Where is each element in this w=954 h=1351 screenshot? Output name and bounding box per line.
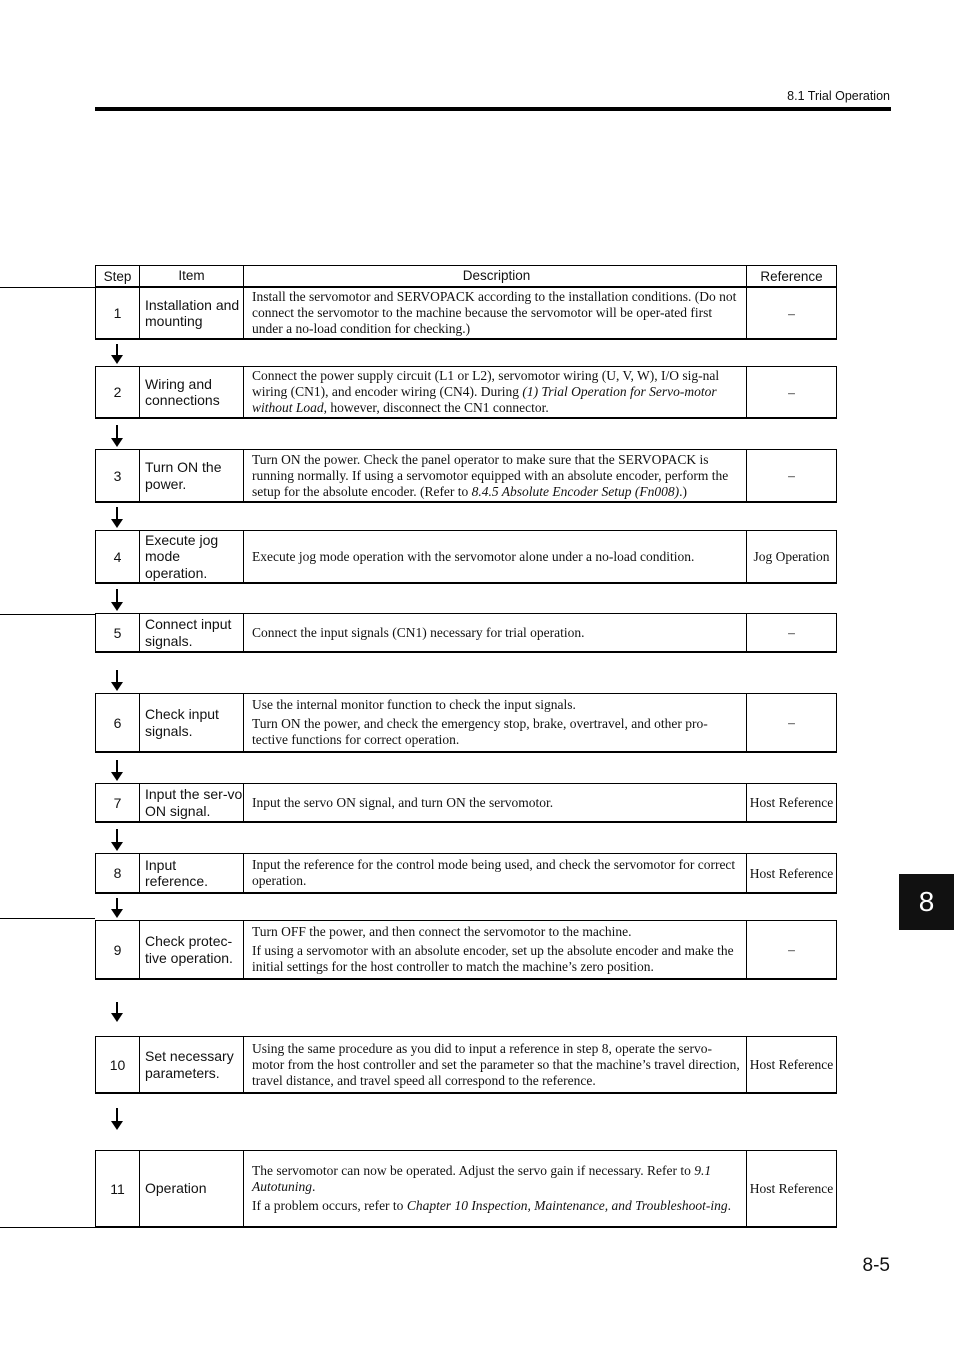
description-text: . bbox=[312, 1179, 316, 1194]
step-description bbox=[244, 1151, 747, 1226]
column-header-step: Step bbox=[96, 266, 140, 286]
description-text: If a problem occurs, refer to bbox=[252, 1198, 407, 1213]
margin-rule bbox=[0, 287, 95, 288]
column-header-item: Item bbox=[140, 266, 244, 286]
margin-rule bbox=[0, 1227, 95, 1228]
flow-arrow-down-icon bbox=[111, 1002, 123, 1022]
description-paragraph bbox=[252, 452, 741, 500]
reference-citation: Chapter 10 Inspection, Maintenance, and Troubleshoot-ing bbox=[406, 1198, 728, 1213]
description-text: The servomotor can now be operated. Adjust the servo gain if necessary. Refer to bbox=[252, 1163, 695, 1178]
step-description bbox=[244, 1037, 747, 1092]
flow-arrow-down-icon bbox=[111, 344, 123, 364]
step-reference: Host Reference bbox=[749, 865, 834, 881]
table-header-row bbox=[95, 265, 837, 287]
flow-arrow-down-icon bbox=[111, 589, 123, 611]
description-paragraph bbox=[252, 1163, 741, 1195]
step-description bbox=[244, 367, 747, 417]
description-text: Connect the power supply circuit (L1 or L2), servomotor wiring (U, V, W), I/O sig-nal wiring (CN1), and encoder wiring (CN4). During bbox=[252, 368, 720, 399]
step-item: Wiring and connections bbox=[140, 367, 244, 417]
description-paragraph bbox=[252, 795, 553, 811]
description-text: , however, disconnect the CN1 connector. bbox=[323, 400, 549, 415]
table-row bbox=[95, 530, 837, 584]
step-description bbox=[244, 854, 747, 892]
step-number: 8 bbox=[96, 854, 140, 892]
step-number: 3 bbox=[96, 450, 140, 501]
column-header-description: Description bbox=[244, 266, 747, 286]
step-number: 4 bbox=[96, 531, 140, 582]
step-item: Check input signals. bbox=[140, 694, 244, 751]
chapter-tab: 8 bbox=[899, 874, 954, 930]
step-item: Set necessary parameters. bbox=[140, 1037, 244, 1092]
step-description bbox=[244, 531, 747, 582]
step-number: 6 bbox=[96, 694, 140, 751]
step-item: Input reference. bbox=[140, 854, 244, 892]
description-text: Install the servomotor and SERVOPACK according to the installation conditions. (Do not connect the servomotor to the machine because the servomotor will be oper-ated first under a no-load condition for checking.) bbox=[252, 289, 737, 336]
description-text: Use the internal monitor function to check the input signals. bbox=[252, 697, 576, 712]
step-reference: Jog Operation bbox=[753, 549, 830, 564]
table-row bbox=[95, 920, 837, 980]
description-text: .) bbox=[679, 483, 688, 499]
table-row bbox=[95, 853, 837, 894]
description-paragraph bbox=[252, 368, 741, 416]
description-text: Turn ON the power. Check the panel operator to make sure that the SERVOPACK is running normally. If using a servomotor equipped with an absolute encoder, perform the setup for the absolute encoder. (Refer to bbox=[252, 451, 729, 499]
reference-citation: 8.4.5 Absolute Encoder Setup (Fn008) bbox=[471, 483, 680, 499]
table-row bbox=[95, 693, 837, 753]
step-number: 2 bbox=[96, 367, 140, 417]
step-description bbox=[244, 921, 747, 978]
description-paragraph bbox=[252, 924, 741, 940]
description-text: Input the reference for the control mode being used, and check the servomotor for correct operation. bbox=[252, 857, 736, 888]
description-paragraph bbox=[252, 857, 741, 889]
step-item: Installation and mounting bbox=[140, 288, 244, 338]
table-row bbox=[95, 613, 837, 653]
reference-citation: 9.1 Autotuning bbox=[252, 1163, 712, 1194]
description-paragraph bbox=[252, 549, 694, 565]
step-number: 1 bbox=[96, 288, 140, 338]
step-reference: – bbox=[788, 715, 795, 730]
step-description bbox=[244, 784, 747, 821]
reference-citation: (1) Trial Operation for Servo-motor without Load bbox=[252, 384, 717, 415]
table-row bbox=[95, 1150, 837, 1228]
step-item: Input the ser-vo ON signal. bbox=[140, 784, 244, 821]
step-number: 5 bbox=[96, 614, 140, 651]
description-text: Execute jog mode operation with the servomotor alone under a no-load condition. bbox=[252, 548, 695, 564]
description-paragraph bbox=[252, 625, 585, 641]
step-reference: – bbox=[788, 942, 795, 957]
flow-arrow-down-icon bbox=[111, 898, 123, 918]
step-number: 10 bbox=[96, 1037, 140, 1092]
step-item: Execute jog mode operation. bbox=[140, 531, 244, 582]
description-paragraph bbox=[252, 1041, 741, 1089]
step-description bbox=[244, 288, 747, 338]
header-rule bbox=[95, 107, 891, 111]
step-description bbox=[244, 450, 747, 501]
step-number: 11 bbox=[96, 1151, 140, 1226]
column-header-reference: Reference bbox=[760, 268, 823, 284]
step-reference: – bbox=[788, 305, 795, 321]
description-text: . bbox=[727, 1198, 732, 1213]
description-text: Turn OFF the power, and then connect the servomotor to the machine. bbox=[252, 924, 632, 939]
description-text: Input the servo ON signal, and turn ON the servomotor. bbox=[252, 794, 554, 810]
step-reference: – bbox=[788, 468, 795, 483]
description-text: If using a servomotor with an absolute encoder, set up the absolute encoder and make the initial settings for the host controller to match the machine’s zero position. bbox=[252, 943, 734, 974]
description-paragraph bbox=[252, 716, 741, 748]
table-row bbox=[95, 1036, 837, 1094]
step-description bbox=[244, 694, 747, 751]
flow-arrow-down-icon bbox=[111, 507, 123, 528]
step-reference: Host Reference bbox=[749, 795, 834, 810]
table-row bbox=[95, 449, 837, 503]
step-reference: – bbox=[788, 384, 795, 400]
step-reference: – bbox=[788, 625, 795, 640]
flow-arrow-down-icon bbox=[111, 1108, 123, 1130]
margin-rule bbox=[0, 918, 95, 919]
description-paragraph bbox=[252, 289, 741, 337]
description-paragraph bbox=[252, 943, 741, 975]
flow-arrow-down-icon bbox=[111, 829, 123, 851]
description-paragraph bbox=[252, 697, 741, 713]
step-item: Check protec-tive operation. bbox=[140, 921, 244, 978]
table-row bbox=[95, 287, 837, 340]
description-text: Connect the input signals (CN1) necessary for trial operation. bbox=[252, 624, 585, 640]
margin-rule bbox=[0, 614, 95, 615]
step-number: 9 bbox=[96, 921, 140, 978]
step-description bbox=[244, 614, 747, 651]
table-row bbox=[95, 366, 837, 419]
description-text: Turn ON the power, and check the emergency stop, brake, overtravel, and other pro-tective functions for correct operation. bbox=[252, 716, 708, 747]
flow-arrow-down-icon bbox=[111, 425, 123, 447]
step-item: Connect input signals. bbox=[140, 614, 244, 651]
table-row bbox=[95, 783, 837, 823]
section-header: 8.1 Trial Operation bbox=[787, 89, 890, 103]
flow-arrow-down-icon bbox=[111, 760, 123, 781]
flow-arrow-down-icon bbox=[111, 670, 123, 691]
step-number: 7 bbox=[96, 784, 140, 821]
description-text: Using the same procedure as you did to input a reference in step 8, operate the servo-motor from the host controller and set the parameter so that the machine’s travel direction, travel distance, and travel speed all correspond to the reference. bbox=[252, 1040, 740, 1088]
step-reference: Host Reference bbox=[749, 1057, 834, 1072]
page-number: 8-5 bbox=[862, 1255, 890, 1276]
step-reference: Host Reference bbox=[749, 1181, 834, 1196]
step-item: Operation bbox=[140, 1151, 244, 1226]
step-item: Turn ON the power. bbox=[140, 450, 244, 501]
description-paragraph bbox=[252, 1198, 741, 1214]
